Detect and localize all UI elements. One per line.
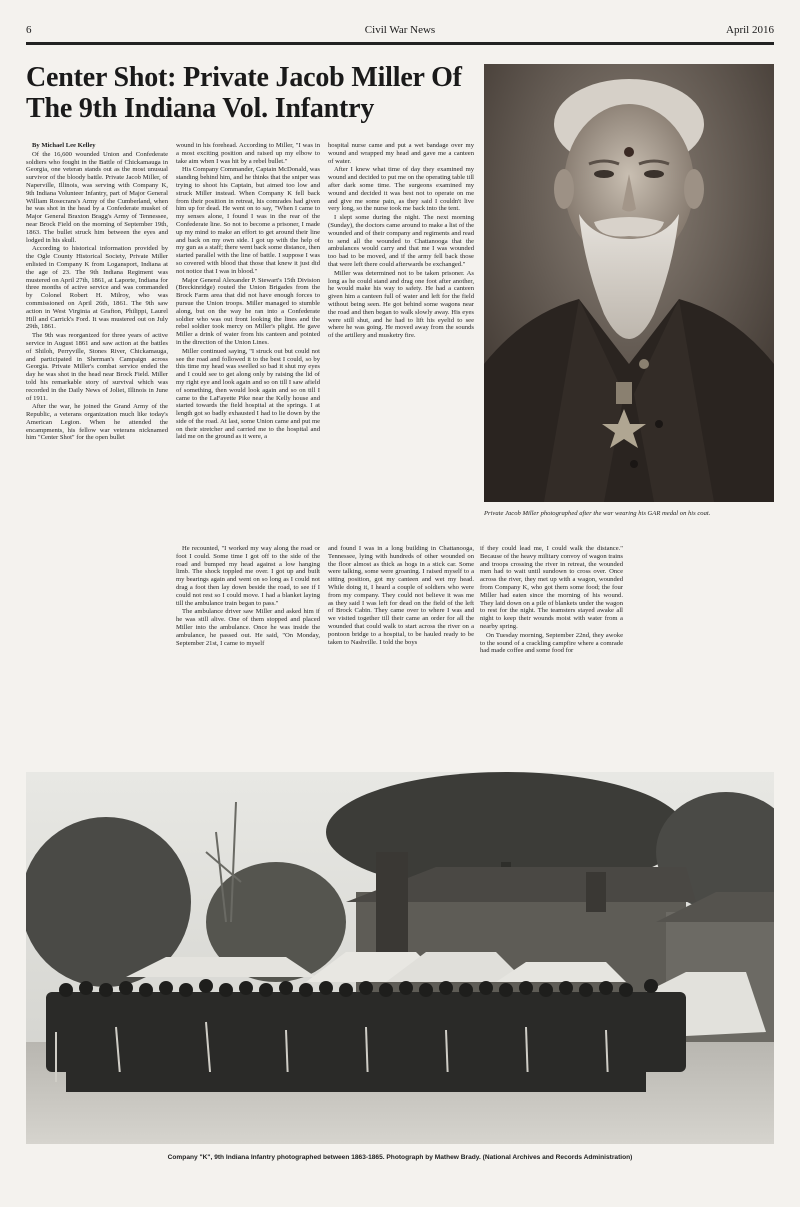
article-column-2 [176, 142, 320, 537]
paragraph: After the war, he joined the Grand Army of the Republic, a veterans organization much like today's American Legion. When he attended the encampments, his fellow war veterans nicknamed him "Center Shot" for the open bullet [26, 403, 168, 442]
article-column-3 [328, 142, 474, 537]
portrait-photo-jacob-miller [484, 64, 774, 502]
paragraph: Major General Alexander P. Stewart's 15th Division (Breckinridge) routed the Union Brigades from the Brock Farm area that did not have enough forces to pursue the Union troops. Miller managed to stumble along, but on the way he ran into a Confederate soldier who was out front looking the lines and the rebel soldier took mercy on Miller's plight. He gave Miller a drink of water from his canteen and pointed in the direction of the Union Lines. [176, 276, 320, 346]
paragraph: Of the 16,600 wounded Union and Confederate soldiers who fought in the Battle of Chickamauga in Georgia, one veteran stands out as the most unusual survivor of the bloody battle. Private Jacob Miller, of Naperville, Illinois, was serving with Company K, 9th Indiana Volunteer Infantry, part of Major General William Rosecrans's Army of the Cumberland, when he was shot in the head by a Confederate musket of Major General Braxton Bragg's Army of Tennessee, near Brock Field on the morning of September 19th, 1863. The bullet struck him between the eyes and lodged in his skull. [26, 150, 168, 244]
paragraph: After I knew what time of day they examined my wound and decided to put me on the operating table till after dark some time. The surgeons examined my wound and decided it was best not to operate on me and give me some pain, as they said I couldn't live very long, so the nurse took me back into the tent. [328, 166, 474, 213]
paragraph: The ambulance driver saw Miller and asked him if he was still alive. One of them stopped and placed Miller into the ambulance. Once he was inside the ambulance, he passed out. He said, "On Monday, September 21st, I came to myself [176, 608, 320, 647]
article-column-3-lower [328, 545, 474, 762]
paragraph: On Tuesday morning, September 22nd, they awoke to the sound of a crackling campfire where a comrade had made coffee and some food for [480, 631, 623, 655]
article-byline: By Michael Lee Kelley [32, 142, 96, 149]
article-column-5 [630, 545, 774, 762]
paragraph: Miller was determined not to be taken prisoner. As long as he could stand and drag one foot after another, he would make his way to safety. He had a canteen given him a canteen full of water and left for the field without being seen. He got behind some wagons near the road and then began to walk slowly away. His eyes were still shut, and he had to lift his eyelid to see where he was going. He moved away from the sounds of the artillery and musketry fire. [328, 269, 474, 340]
paragraph: Miller continued saying, "I struck out but could not see the road and followed it to the best I could, so by this time my head was swelled so bad it shut my eyes and I could see to get along only by raising the lid of my right eye and look again and so on till I saw afield of something, then would look again and so on till I came to the LaFayette Pike near the Kelly house and started towards the field hospital at the springs. I at length got so badly exhausted I had to lie down by the side of the road. At last, some Union came and put me on their stretcher and carried me to the hospital and laid me on the ground as it were, a [176, 347, 320, 441]
header-rule [26, 42, 774, 45]
paragraph: According to historical information provided by the Ogle County Historical Society, Private Miller enlisted in Company K from Logansport, Indiana at the age of 23. The 9th Indiana Regiment was mustered on April 27th, 1861, at Laporte, Indiana for three months of active service and was commanded by Colonel Robert H. Milroy, who was commissioned on April 26th, 1861. The 9th saw action in West Virginia at Grafton, Philippi, Laurel Hill and Carrick's Ford. It was mustered out on July 29th, 1861. [26, 245, 168, 331]
paragraph: hospital nurse came and put a wet bandage over my wound and wrapped my head and gave me a canteen of water. [328, 142, 474, 165]
page-header [26, 24, 774, 40]
paragraph: His Company Commander, Captain McDonald, was standing behind him, and he thinks that the sniper was trying to shoot his Captain, but aimed too low and struck Miller instead. When Company K fell back from their position in retreat, his comrades had given him up for dead. He went on to say, "When I came to my senses alone, I found I was in the rear of the Confederate line. So not to become a prisoner, I made up my mind to make an effort to get around their line and back on my own side. I got up with the help of my gun as a staff; there went back some distance, then started parallel with the line of battle. I suppose I was so covered with blood that those that knew it just did not notice that I was in blood." [176, 166, 320, 275]
article-column-4 [480, 545, 623, 762]
article-column-1 [26, 142, 168, 762]
paragraph: He recounted, "I worked my way along the road or foot I could. Some time I got off to the side of the road and bumped my head against a low hanging limb. The shock toppled me over. I got up and built my bearings again and went on so long as I could not drag a foot then lay down beside the road, to see if I could not rest so I could move. I had a blanket laying till the ambulance train began to pass." [176, 545, 320, 607]
paragraph: I slept some during the night. The next morning (Sunday), the doctors came around to make a list of the wounded and of their company and regiments and read to send all the wounded to Chattanooga that the ambulances would carry and that me I was wounded too bad to be moved, and if the army fell back those that were left there could afterwards be exchanged." [328, 214, 474, 268]
article-column-2-lower [176, 545, 320, 762]
publication-name: Civil War News [364, 24, 436, 36]
issue-date: April 2016 [726, 24, 774, 36]
page-number: 6 [26, 24, 32, 36]
paragraph: wound in his forehead. According to Miller, "I was in a most exciting position and raised up my elbow to take aim when I was hit by a rebel bullet." [176, 142, 320, 165]
paragraph: The 9th was reorganized for three years of active service in August 1861 and saw action at the battles of Shiloh, Perryville, Stones River, Chickamauga, and participated in Sherman's Campaign across Georgia. Private Miller's combat service ended the day he was shot in the head near Brock Field. Miller told his remarkable story of survival which was recorded in the Daily News of Joliet, Illinois in June of 1911. [26, 332, 168, 402]
group-photo-caption: Company "K", 9th Indiana Infantry photographed between 1863-1865. Photograph by Mathew Brady. (National Archives and Records Administration) [167, 1154, 633, 1161]
paragraph: if they could lead me, I could walk the distance." Because of the heavy military convoy of wagon trains and troops crossing the river in retreat, the wounded men had to wait until sundown to cross over. Once across the river, they met up with a wagon, wounded from Company K, who got them some food; the four Miller had eaten since the morning of his wound. They laid down on a pile of blankets under the wagon to rest for the night. The teamsters stayed awake all night to keep their wounds moist with water from a nearby spring. [480, 545, 623, 630]
paragraph: and found I was in a long building in Chattanooga, Tennessee, lying with hundreds of other wounded on the floor almost as thick as hogs in a stick car. Some were talking, some were groaning. I raised myself to a sitting position, got my canteen and wet my head. While doing it, I heard a couple of soldiers who were from my company. They could not believe it was me as they said I was left for dead on the field of the left of Brock Cabin. They came over to where I was and we visited together till their came an order for all the wounded that could walk to start across the river on a pontoon bridge to a hospital, to be hauled ready to be taken to Nashville. I told the boys [328, 545, 474, 646]
portrait-caption: Private Jacob Miller photographed after the war wearing his GAR medal on his coat. [484, 510, 711, 517]
company-k-group-photo [26, 772, 774, 1144]
article-headline: Center Shot: Private Jacob Miller Of The 9th Indiana Vol. Infantry [26, 62, 462, 124]
